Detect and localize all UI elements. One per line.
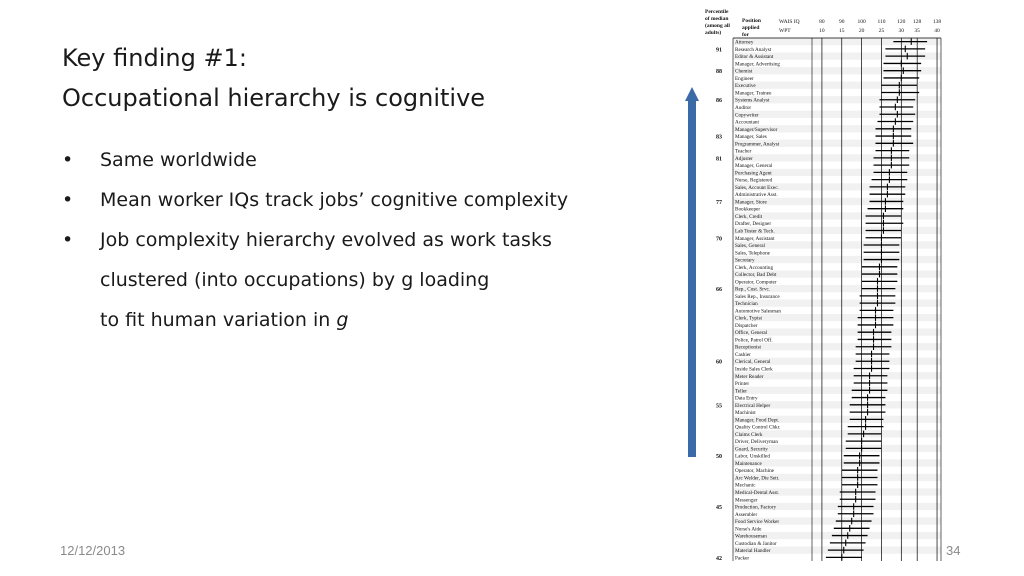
row-stripe [733, 300, 941, 307]
occupation-label: Programmer, Analyst [735, 141, 780, 148]
row-stripe [733, 154, 941, 161]
occupation-label: Accountant [735, 119, 759, 126]
occupation-label: Warehouseman [735, 533, 767, 540]
wpt-label: WPT [779, 28, 791, 34]
bullet-item [62, 220, 702, 340]
occupation-label: Printer [735, 381, 750, 388]
occupation-label: Clerical, General [735, 359, 771, 366]
row-stripe [733, 387, 941, 394]
occupation-label: Receptionist [735, 344, 761, 351]
occupation-label: Automotive Salesman [735, 308, 781, 315]
occupation-label: Manager, General [735, 163, 773, 170]
occupation-label: Claims Clerk [735, 431, 763, 438]
occupation-label: Research Analyst [735, 46, 772, 53]
bullet-dot: • [62, 229, 74, 251]
occupation-label: Quality Control Chkr. [735, 424, 781, 431]
occupation-label: Nurse, Registered [735, 177, 773, 184]
bullet-text: Job complexity hierarchy evolved as work tasks [100, 229, 552, 251]
percentile-label: 60 [716, 359, 722, 366]
occupation-label: Technician [735, 301, 758, 308]
occupation-label: Collector, Bad Debt [735, 272, 777, 279]
percentile-label: 66 [716, 287, 722, 294]
occupation-label: Production, Factory [735, 504, 777, 511]
percentile-label: 50 [716, 454, 722, 461]
occupation-label: Bookkeeper [735, 206, 761, 213]
occupation-label: Medical-Dental Asst. [735, 489, 780, 496]
occupation-label: Cashier [735, 351, 751, 358]
percentile-label: 91 [716, 47, 722, 54]
occupation-label: Machinist [735, 410, 756, 417]
occupation-label: Clerk, Credit [735, 213, 763, 220]
percentile-label: 83 [716, 134, 722, 141]
percentile-label: 42 [716, 555, 722, 562]
bullet-dot: • [62, 149, 74, 171]
occupation-label: Clerk, Accounting [735, 264, 774, 271]
occupation-label: Manager, Food Dept. [735, 417, 780, 424]
bullet-text: Mean worker IQs track jobs’ cognitive complexity [100, 189, 569, 211]
occupation-label: Systems Analyst [735, 97, 770, 104]
occupation-label: Sales, Account Exec. [735, 184, 779, 191]
bullet-list [62, 140, 702, 340]
col-header-position-3: for [742, 32, 750, 38]
up-arrow-icon [685, 87, 699, 457]
wpt-tick-label: 15 [839, 28, 845, 34]
occupation-label: Engineer [735, 75, 754, 82]
col-header-percentile-4: adults) [705, 30, 722, 36]
wais-tick-label: 138 [932, 19, 942, 25]
occupation-label: Dispatcher [735, 322, 758, 329]
bullet-continuation-italic: g [336, 309, 349, 331]
occupation-label: Police, Patrol Off. [735, 337, 773, 344]
bullet-continuation: clustered (into occupations) by g loading [100, 269, 490, 291]
occupation-label: Data Entry [735, 395, 758, 402]
col-header-percentile-2: of median [705, 16, 729, 22]
wais-tick-label: 100 [857, 19, 866, 25]
occupation-label: Executive [735, 83, 756, 90]
occupation-label: Manager, Advertising [735, 61, 781, 68]
occupation-label: Adjuster [735, 155, 753, 162]
occupation-label: Administrative Asst. [735, 192, 778, 199]
occupation-label: Sales Rep., Insurance [735, 293, 780, 300]
occupation-label: Attorney [735, 39, 754, 46]
occupation-label: Food Service Worker [735, 519, 780, 526]
wais-tick-label: 80 [819, 19, 825, 25]
occupation-label: Packer [735, 555, 750, 562]
occupation-label: Sales, General [735, 243, 765, 250]
occupation-label: Mechanic [735, 482, 756, 489]
wpt-tick-label: 25 [878, 28, 885, 34]
wais-label: WAIS IQ [779, 19, 800, 25]
col-header-position-1: Position [742, 18, 761, 24]
occupation-label: Assembler [735, 511, 758, 518]
chart-header [705, 9, 941, 38]
occupation-label: Nurse's Aide [735, 526, 762, 533]
occupation-iq-chart [705, 5, 950, 567]
occupation-label: Messenger [735, 497, 758, 504]
occupation-label: Auditor [735, 105, 752, 112]
wpt-tick-label: 40 [934, 28, 940, 34]
wais-tick-label: 128 [913, 19, 922, 25]
percentile-label: 88 [716, 69, 722, 76]
occupation-label: Material Handler [735, 548, 771, 555]
slide-number: 34 [946, 543, 961, 558]
occupation-label: Editor & Assistant [735, 54, 774, 61]
occupation-label: Rep., Cust. Srvc. [735, 286, 771, 293]
occupation-label: Manager, Trainee [735, 90, 772, 97]
percentile-label: 45 [716, 505, 722, 512]
row-stripe [733, 212, 941, 219]
occupation-label: Labor, Unskilled [735, 453, 770, 460]
wais-tick-label: 110 [877, 19, 886, 25]
bullet-text: Same worldwide [100, 149, 257, 171]
row-stripe [733, 372, 941, 379]
bullet-continuation-prefix: to fit human variation in [100, 309, 337, 331]
occupation-label: Maintenance [735, 460, 762, 467]
slide-title [62, 38, 485, 118]
occupation-label: Guard, Security [735, 446, 768, 453]
occupation-label: Manager, Assistant [735, 235, 775, 242]
occupation-label: Manager, Store [735, 199, 767, 206]
occupation-label: Lab Tester & Tech. [735, 228, 775, 235]
row-stripe [733, 430, 941, 437]
occupation-label: Teacher [735, 148, 752, 155]
occupation-label: Meter Reader [735, 373, 764, 380]
occupation-label: Secretary [735, 257, 755, 264]
occupation-label: Teller [735, 388, 748, 395]
occupation-label: Inside Sales Clerk [735, 366, 773, 373]
wpt-tick-label: 30 [898, 28, 905, 34]
occupation-label: Manager, Sales [735, 134, 767, 141]
row-stripe [733, 256, 941, 263]
percentile-label: 81 [716, 156, 722, 163]
percentile-label: 55 [716, 403, 722, 410]
occupation-label: Custodian & Janitor [735, 540, 777, 547]
row-stripe [733, 459, 941, 466]
occupation-label: Copywriter [735, 112, 759, 119]
percentile-label: 70 [716, 236, 722, 243]
occupation-label: Sales, Telephone [735, 250, 770, 257]
wais-tick-label: 120 [897, 19, 906, 25]
col-header-position-2: applied [742, 25, 760, 31]
bullet-item [62, 140, 702, 180]
bullet-continuation [100, 300, 702, 340]
title-line-1: Key finding #1: [62, 44, 247, 72]
occupation-label: Drafter, Designer [735, 221, 772, 228]
percentile-label: 77 [716, 199, 722, 206]
bullet-dot: • [62, 189, 74, 211]
occupation-label: Manager/Supervisor [735, 126, 778, 133]
title-line-2: Occupational hierarchy is cognitive [62, 84, 486, 112]
occupation-label: Clerk, Typist [735, 315, 762, 322]
wpt-tick-label: 10 [819, 28, 825, 34]
wpt-tick-label: 35 [914, 28, 920, 34]
occupation-label: Arc Welder, Die Sett. [735, 475, 780, 482]
row-stripe [733, 314, 941, 321]
percentile-label: 86 [716, 98, 722, 105]
occupation-label: Operator, Machine [735, 468, 774, 475]
wpt-tick-label: 20 [858, 28, 865, 34]
occupation-label: Electrical Helper [735, 402, 771, 409]
occupation-label: Driver, Deliveryman [735, 439, 779, 446]
bullet-item [62, 180, 702, 220]
row-stripe [733, 343, 941, 350]
wais-tick-label: 90 [839, 19, 845, 25]
occupation-label: Chemist [735, 68, 753, 75]
occupation-label: Purchasing Agent [735, 170, 772, 177]
col-header-percentile-3: (among all [705, 23, 730, 29]
occupation-label: Operator, Computer [735, 279, 777, 286]
col-header-percentile-1: Percentile [705, 9, 729, 15]
slide-date: 12/12/2013 [60, 543, 126, 558]
occupation-label: Office, General [735, 330, 768, 337]
